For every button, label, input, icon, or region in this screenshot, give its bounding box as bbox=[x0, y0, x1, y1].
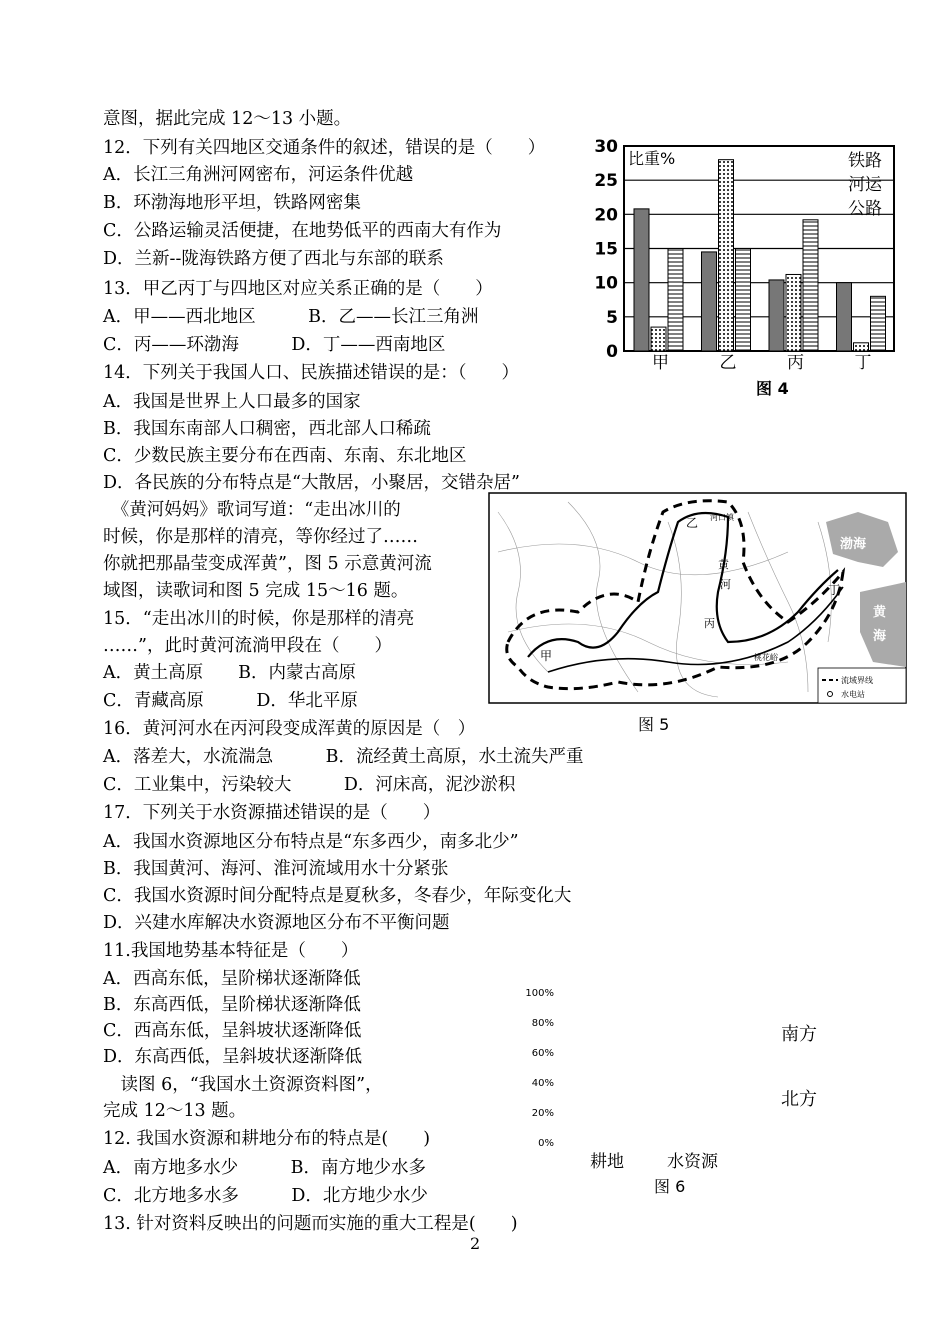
q11-a: A．西高东低，呈阶梯状逐渐降低 bbox=[103, 969, 361, 989]
figure-4-chart bbox=[590, 136, 910, 406]
bar-铁路-甲 bbox=[634, 209, 649, 351]
legend-north: 北方 bbox=[781, 1089, 817, 1110]
q12-a: A．长江三角洲河网密布，河运条件优越 bbox=[103, 165, 414, 185]
q13b-stem: 13. 针对资料反映出的问题而实施的重大工程是( ) bbox=[103, 1214, 518, 1234]
bar-河运-甲 bbox=[651, 327, 666, 351]
bar-铁路-丁 bbox=[837, 283, 852, 351]
legend-highway: 公路 bbox=[848, 199, 882, 219]
q14-b: B．我国东南部人口稠密，西北部人口稀疏 bbox=[103, 419, 431, 439]
label-bohai: 渤海 bbox=[840, 537, 867, 552]
passage-3: 你就把那晶莹变成浑黄”，图 5 示意黄河流 bbox=[103, 554, 432, 574]
label-ding: 丁 bbox=[828, 583, 841, 597]
page-number: 2 bbox=[470, 1234, 481, 1253]
q14-c: C．少数民族主要分布在西南、东南、东北地区 bbox=[103, 446, 467, 466]
bar-公路-丁 bbox=[871, 296, 886, 351]
q13-stem: 13．甲乙丙丁与四地区对应关系正确的是（ ） bbox=[103, 279, 493, 299]
label-huanghai-2: 海 bbox=[873, 629, 887, 644]
q12-c: C．公路运输灵活便捷，在地势低平的西南大有作为 bbox=[103, 221, 502, 241]
legend-station: 水电站 bbox=[841, 690, 865, 699]
intro-line: 意图，据此完成 12～13 小题。 bbox=[103, 109, 352, 129]
figure-6-caption: 图 6 bbox=[654, 1177, 686, 1196]
q17-stem: 17．下列关于水资源描述错误的是（ ） bbox=[103, 803, 441, 823]
q17-d: D．兴建水库解决水资源地区分布不平衡问题 bbox=[103, 913, 450, 933]
figure-5-caption: 图 5 bbox=[638, 715, 670, 734]
figure-5-map bbox=[488, 492, 908, 742]
q12b-cd: C．北方地多水多 D．北方地少水少 bbox=[103, 1186, 428, 1206]
q14-d: D．各民族的分布特点是“大散居，小聚居，交错杂居” bbox=[103, 473, 520, 493]
category-label: 丁 bbox=[854, 353, 872, 373]
figure-4-caption: 图 4 bbox=[756, 379, 789, 398]
q12b-ab: A．南方地多水少 B．南方地少水多 bbox=[103, 1158, 426, 1178]
bar-公路-甲 bbox=[668, 249, 683, 352]
label-he: 河 bbox=[720, 578, 731, 591]
label-bing: 丙 bbox=[704, 617, 715, 630]
q11-b: B．东高西低，呈阶梯状逐渐降低 bbox=[103, 995, 361, 1015]
y-tick-label: 5 bbox=[606, 307, 618, 328]
category-label: 乙 bbox=[719, 353, 737, 373]
category-label: 甲 bbox=[652, 353, 669, 373]
fig6-intro-2: 完成 12～13 题。 bbox=[103, 1101, 247, 1121]
y-tick-label: 25 bbox=[594, 171, 618, 192]
fig6-intro-1: 读图 6，“我国水土资源资料图”， bbox=[103, 1075, 383, 1095]
legend-railway: 铁路 bbox=[848, 151, 882, 171]
label-huanghai-1: 黄 bbox=[873, 605, 887, 620]
passage-1: 《黄河妈妈》歌词写道：“走出冰川的 bbox=[103, 500, 401, 520]
q17-c: C．我国水资源时间分配特点是夏秋多，冬春少，年际变化大 bbox=[103, 886, 572, 906]
y-tick-label: 100% bbox=[525, 988, 554, 999]
y-tick-label: 20 bbox=[594, 205, 618, 226]
bar-公路-丙 bbox=[803, 220, 818, 351]
q11-c: C．西高东低，呈斜坡状逐渐降低 bbox=[103, 1021, 362, 1041]
legend-waterway: 河运 bbox=[848, 175, 882, 195]
q12-d: D．兰新--陇海铁路方便了西北与东部的联系 bbox=[103, 249, 444, 269]
legend-basin: 流域界线 bbox=[841, 676, 873, 685]
y-tick-label: 10 bbox=[594, 273, 618, 294]
y-tick-label: 40% bbox=[531, 1078, 554, 1089]
q15-ab: A．黄土高原 B．内蒙古高原 bbox=[103, 663, 356, 683]
q17-b: B．我国黄河、海河、淮河流域用水十分紧张 bbox=[103, 859, 449, 879]
bar-河运-乙 bbox=[719, 160, 734, 351]
bar-公路-乙 bbox=[736, 249, 751, 352]
q17-a: A．我国水资源地区分布特点是“东多西少，南多北少” bbox=[103, 832, 519, 852]
label-hekouzhen: 河口镇 bbox=[710, 513, 734, 522]
q15-cd: C．青藏高原 D．华北平原 bbox=[103, 691, 358, 711]
y-tick-label: 0 bbox=[606, 342, 618, 362]
y-tick-label: 30 bbox=[594, 137, 618, 157]
q11-stem: 11.我国地势基本特征是（ ） bbox=[103, 941, 359, 961]
q15-stem-2: ……”，此时黄河流淌甲段在（ ） bbox=[103, 636, 392, 656]
category-label: 丙 bbox=[787, 353, 804, 373]
y-tick-label: 0% bbox=[538, 1138, 554, 1149]
q14-a: A．我国是世界上人口最多的国家 bbox=[103, 392, 361, 412]
bar-铁路-丙 bbox=[769, 280, 784, 351]
q11-d: D．东高西低，呈斜坡状逐渐降低 bbox=[103, 1047, 363, 1067]
passage-2: 时候，你是那样的清亮，等你经过了…… bbox=[103, 527, 418, 547]
label-yi: 乙 bbox=[686, 516, 699, 530]
y-tick-label: 20% bbox=[531, 1108, 554, 1119]
y-tick-label: 60% bbox=[531, 1048, 554, 1059]
q12b-stem: 12. 我国水资源和耕地分布的特点是( ) bbox=[103, 1129, 431, 1149]
q12-b: B．环渤海地形平坦，铁路网密集 bbox=[103, 193, 361, 213]
q12-stem: 12．下列有关四地区交通条件的叙述，错误的是（ ） bbox=[103, 138, 546, 158]
label-jia: 甲 bbox=[540, 649, 553, 663]
bar-铁路-乙 bbox=[702, 252, 717, 351]
label-huang: 黄 bbox=[718, 558, 729, 571]
passage-4: 域图，读歌词和图 5 完成 15～16 题。 bbox=[103, 581, 409, 601]
category-water: 水资源 bbox=[667, 1152, 718, 1172]
figure-6-chart bbox=[520, 980, 850, 1200]
bar-河运-丁 bbox=[854, 343, 869, 351]
q13-cd: C．丙——环渤海 D．丁——西南地区 bbox=[103, 335, 446, 355]
label-taohuayu: 桃花峪 bbox=[754, 653, 778, 662]
q14-stem: 14．下列关于我国人口、民族描述错误的是：（ ） bbox=[103, 363, 520, 383]
q16-stem: 16．黄河河水在丙河段变成浑黄的原因是（ ） bbox=[103, 719, 476, 739]
q13-ab: A．甲——西北地区 B．乙——长江三角洲 bbox=[103, 307, 479, 327]
y-tick-label: 80% bbox=[531, 1018, 554, 1029]
category-arable: 耕地 bbox=[590, 1152, 624, 1172]
y-tick-label: 15 bbox=[594, 239, 618, 260]
q16-ab: A．落差大，水流湍急 B．流经黄土高原，水土流失严重 bbox=[103, 747, 584, 767]
bar-河运-丙 bbox=[786, 274, 801, 351]
q16-cd: C．工业集中，污染较大 D．河床高，泥沙淤积 bbox=[103, 775, 516, 795]
chart-ylabel: 比重% bbox=[628, 149, 676, 168]
legend-south: 南方 bbox=[781, 1024, 817, 1045]
q15-stem: 15．“走出冰川的时候，你是那样的清亮 bbox=[103, 609, 415, 629]
